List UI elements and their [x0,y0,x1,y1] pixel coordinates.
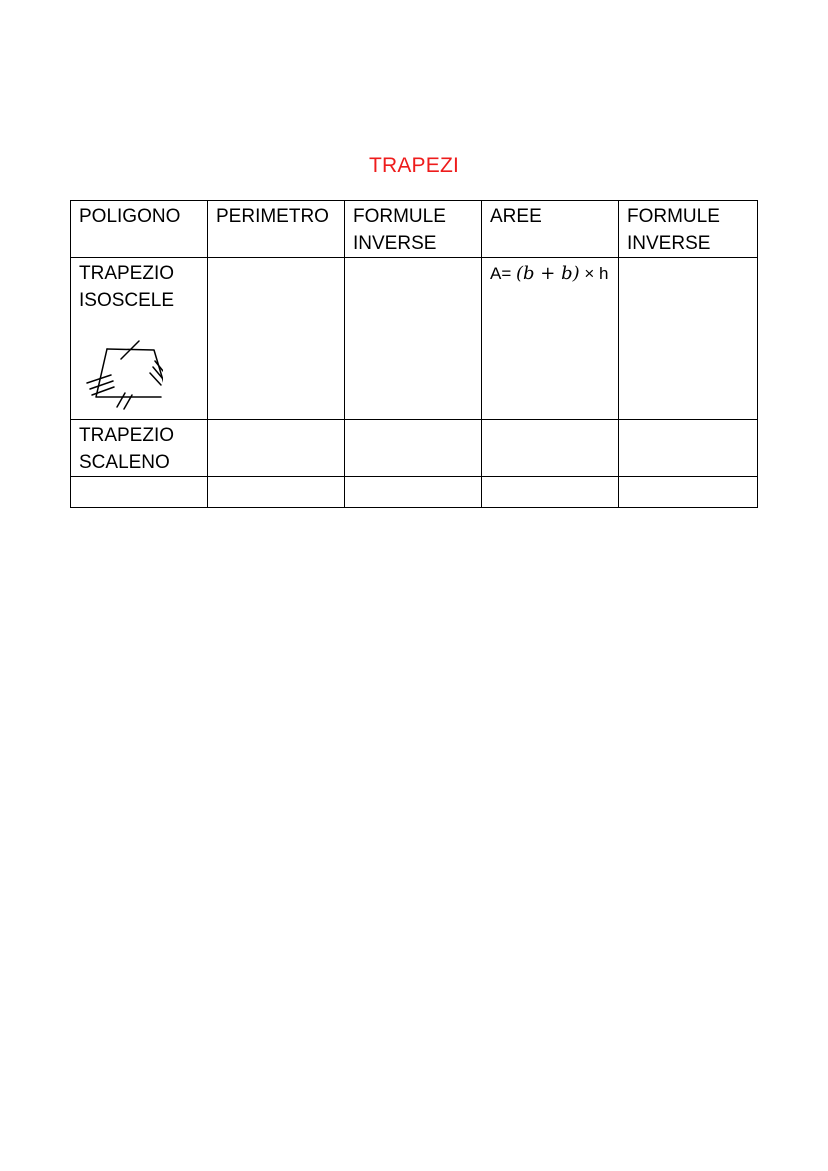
cell-formule-inverse-1 [345,258,482,420]
cell-aree [482,258,619,420]
cell-formule-inverse-1 [345,420,482,477]
cell-perimetro [208,420,345,477]
poligono-label: TRAPEZIO ISOSCELE [79,263,175,311]
header-aree-label: AREE [490,206,542,227]
cell-formule-inverse-2 [619,420,758,477]
poligono-label: TRAPEZIO SCALENO [79,425,175,473]
cell-poligono [71,258,208,420]
header-aree [482,201,619,258]
area-formula-prefix: A= [490,264,512,283]
table-row [71,258,758,420]
cell-aree [482,420,619,477]
header-poligono-label: POLIGONO [79,206,181,227]
header-poligono [71,201,208,258]
header-perimetro-label: PERIMETRO [216,206,329,227]
header-formule-inverse-2-label: FORMULE INVERSE [627,206,720,254]
page-title: TRAPEZI [368,154,460,177]
area-formula-expression: (b + b) [516,263,580,284]
cell-perimetro [208,258,345,420]
cell-formule-inverse-2 [619,477,758,508]
table-header-row [71,201,758,258]
table-row [71,477,758,508]
cell-poligono [71,420,208,477]
cell-formule-inverse-2 [619,258,758,420]
area-formula-suffix: × h [584,264,609,283]
isosceles-trapezoid-sketch-icon [83,339,163,417]
trapezi-table [70,200,758,508]
header-formule-inverse-2 [619,201,758,258]
cell-aree [482,477,619,508]
header-formule-inverse-1 [345,201,482,258]
header-formule-inverse-1-label: FORMULE INVERSE [353,206,446,254]
cell-formule-inverse-1 [345,477,482,508]
area-formula [490,264,608,283]
header-perimetro [208,201,345,258]
cell-poligono [71,477,208,508]
cell-perimetro [208,477,345,508]
table-row [71,420,758,477]
